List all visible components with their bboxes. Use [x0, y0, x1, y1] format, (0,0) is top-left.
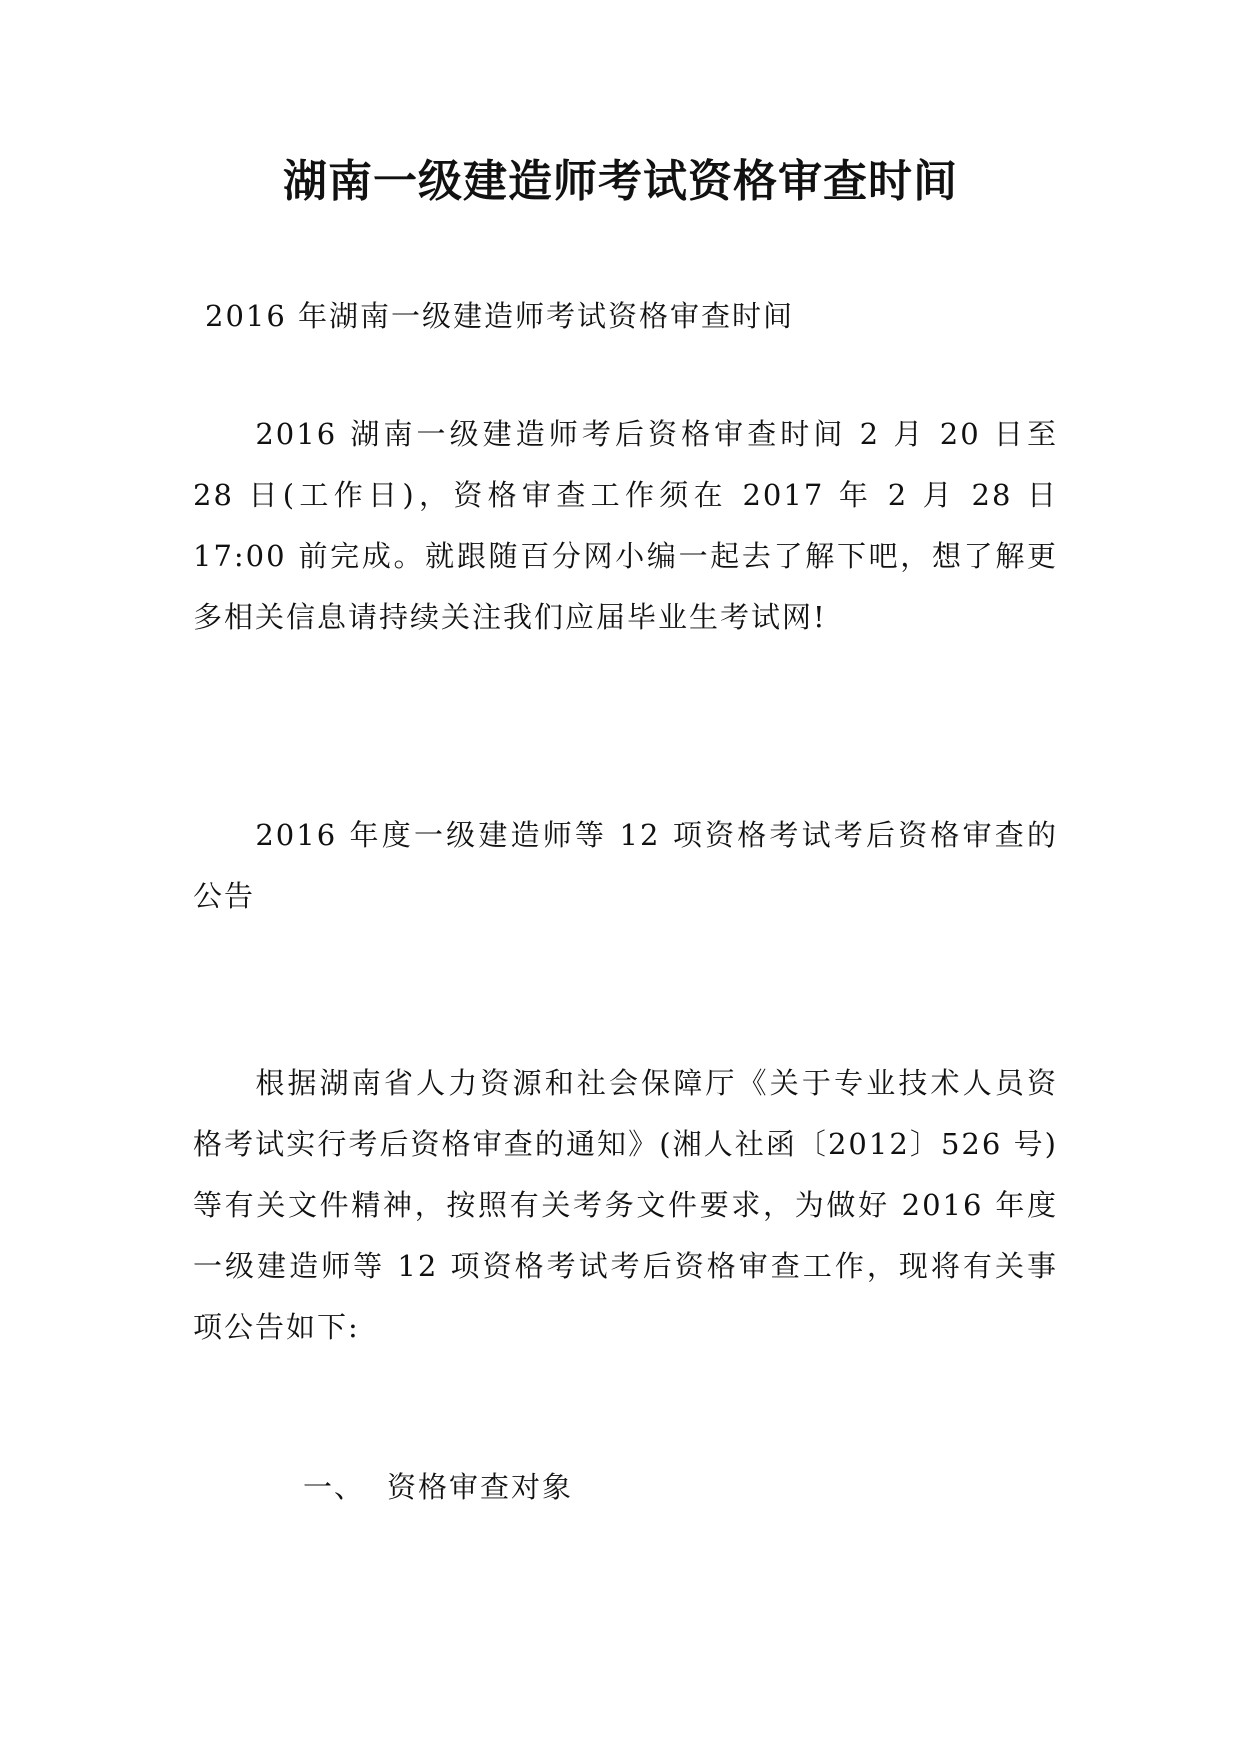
paragraph-announcement-body: 根据湖南省人力资源和社会保障厅《关于专业技术人员资格考试实行考后资格审查的通知》(湘人社函〔2012〕526 号)等有关文件精神，按照有关考务文件要求，为做好 2016 年度一级建造师等 12 项资格考试考后资格审查工作，现将有关事项公告如下:	[193, 1066, 1058, 1344]
paragraph-review-period: 2016 湖南一级建造师考后资格审查时间 2 月 20 日至 28 日(工作日)，资格审查工作须在 2017 年 2 月 28 日 17:00 前完成。就跟随百分网小编一起去了解下吧，想了解更多相关信息请持续关注我们应届毕业生考试网!	[193, 417, 1058, 634]
section-number: 一、	[303, 1470, 366, 1504]
document-title: 湖南一级建造师考试资格审查时间	[283, 156, 958, 207]
paragraph-announcement-title: 2016 年度一级建造师等 12 项资格考试考后资格审查的公告	[193, 818, 1058, 913]
section-heading-review-targets	[303, 1463, 573, 1511]
section-heading-text: 资格审查对象	[387, 1470, 574, 1504]
document-subtitle: 2016 年湖南一级建造师考试资格审查时间	[205, 299, 795, 333]
